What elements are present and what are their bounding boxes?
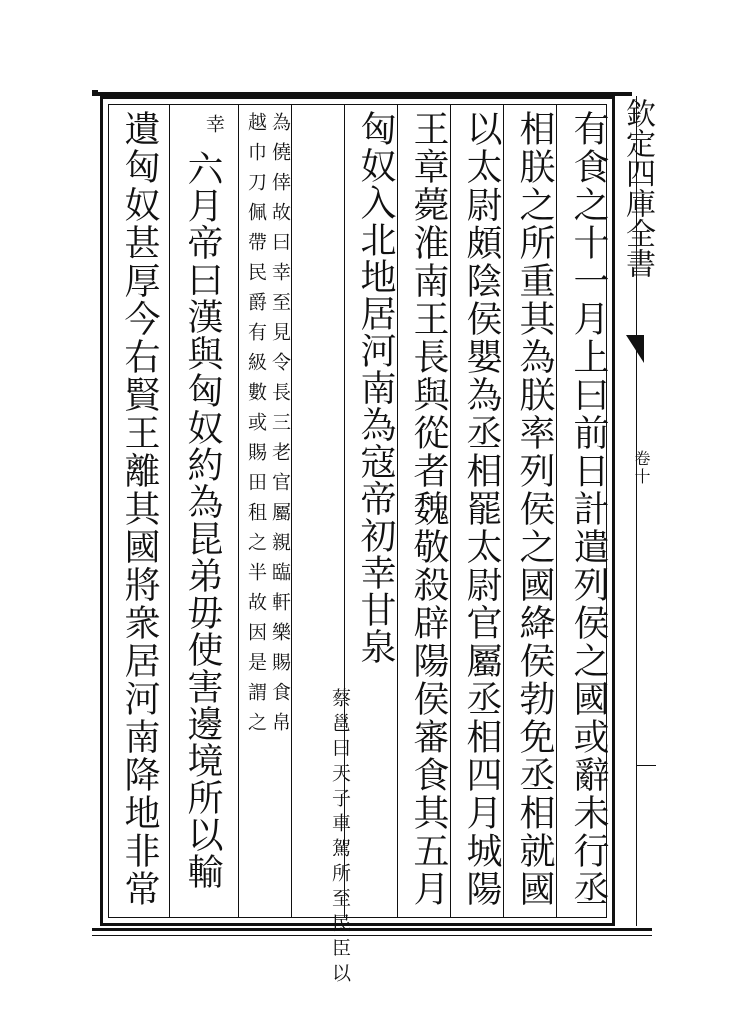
text-column-5-main: 匈奴入北地居河南為寇帝初幸甘泉 bbox=[355, 110, 396, 665]
bottom-rule-thin bbox=[92, 935, 652, 936]
book-title: 欽定四庫全書 bbox=[620, 98, 655, 278]
text-column-1: 有食之十一月上曰前日計遣列侯之國或辭未行丞 bbox=[568, 110, 609, 908]
text-column-8-note: 幸 bbox=[203, 114, 225, 142]
text-column-6-note: 為僥倖故曰幸至見令長三老官屬親臨軒樂賜食帛 bbox=[269, 112, 291, 742]
column-divider bbox=[238, 104, 239, 918]
text-column-9: 遺匈奴甚厚今右賢王離其國將衆居河南降地非常 bbox=[119, 110, 160, 908]
text-column-2: 相朕之所重其為朕率列侯之國絳侯勃免丞相就國 bbox=[514, 110, 555, 908]
column-divider bbox=[169, 104, 170, 918]
margin-tick bbox=[636, 765, 656, 766]
juan-label: 卷十 bbox=[632, 450, 651, 486]
text-column-7-note: 越巾刀佩帶民爵有級數或賜田租之半故因是謂之 bbox=[245, 112, 267, 742]
text-column-3: 以太尉頗陰侯嬰為丞相罷太尉官屬丞相四月城陽 bbox=[461, 110, 502, 908]
text-column-8-main: 六月帝曰漢與匈奴約為昆弟毋使害邊境所以輸 bbox=[182, 150, 223, 890]
text-column-5-note: 蔡邕曰天子車駕所至民臣以 bbox=[329, 688, 351, 988]
fish-tail-mark bbox=[626, 335, 644, 363]
bottom-rule bbox=[92, 928, 652, 931]
text-column-4: 王章薨淮南王長與從者魏敬殺辟陽侯審食其五月 bbox=[408, 110, 449, 908]
